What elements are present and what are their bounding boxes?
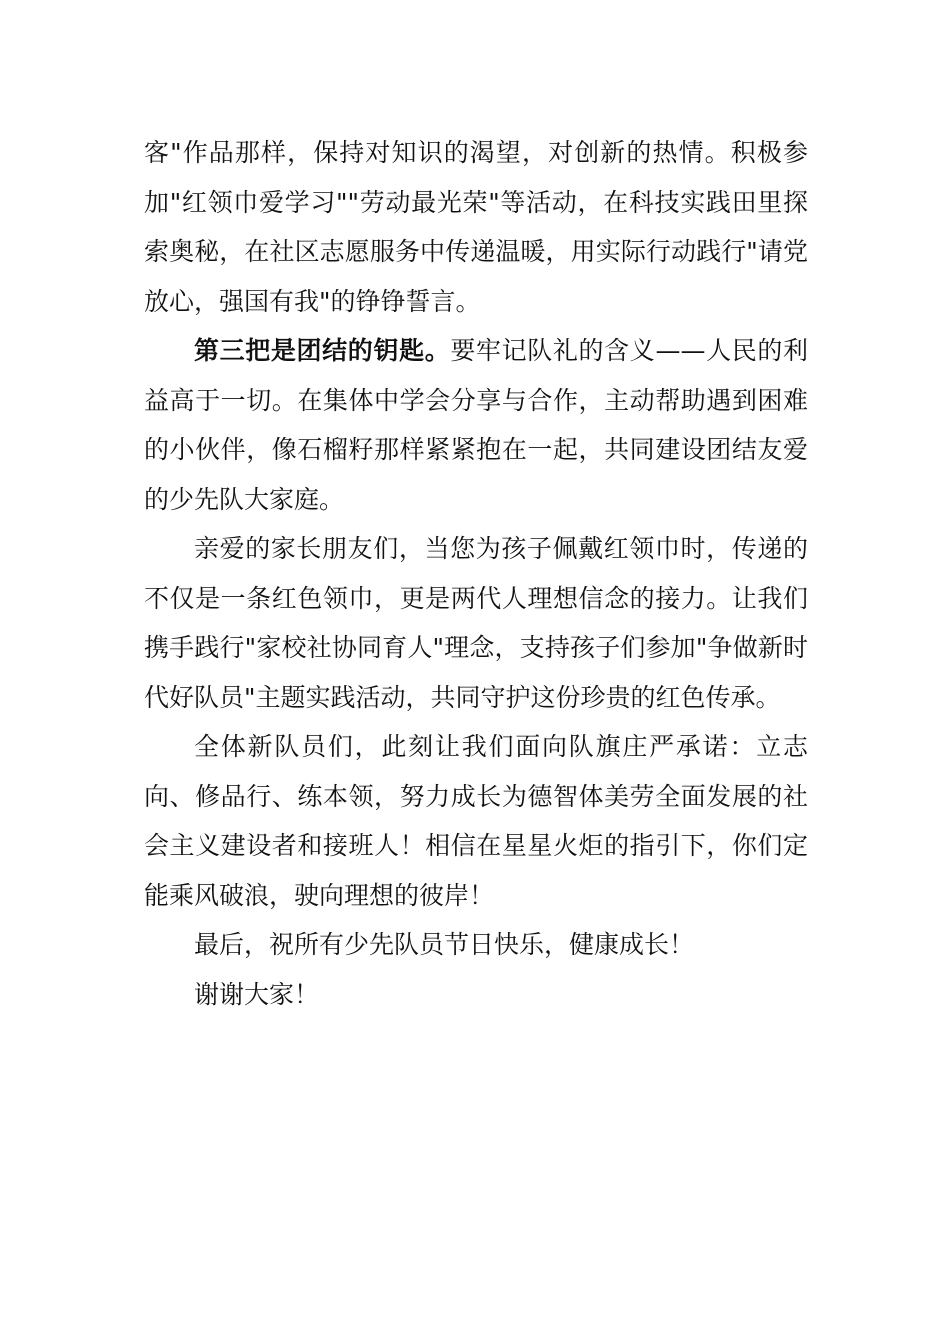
paragraph-text: 谢谢大家！	[194, 979, 320, 1009]
paragraph-parents	[144, 524, 808, 722]
paragraph-text: 要牢记队礼的含义——人民的利益高于一切。在集体中学会分享与合作，主动帮助遇到困难的小伙伴，像石榴籽那样紧紧抱在一起，共同建设团结友爱的少先队大家庭。	[144, 336, 808, 514]
paragraph-new-members	[144, 722, 808, 920]
paragraph-continuation	[144, 128, 808, 326]
paragraph-thanks	[144, 970, 808, 1020]
paragraph-text: 客"作品那样，保持对知识的渴望，对创新的热情。积极参加"红领巾爱学习""劳动最光荣"等活动，在科技实践田里探索奥秘，在社区志愿服务中传递温暖，用实际行动践行"请党放心，强国有我"的铮铮誓言。	[144, 138, 808, 316]
paragraph-text: 亲爱的家长朋友们，当您为孩子佩戴红领巾时，传递的不仅是一条红色领巾，更是两代人理想信念的接力。让我们携手践行"家校社协同育人"理念，支持孩子们参加"争做新时代好队员"主题实践活动，共同守护这份珍贵的红色传承。	[144, 534, 808, 712]
paragraph-text: 全体新队员们，此刻让我们面向队旗庄严承诺：立志向、修品行、练本领，努力成长为德智体美劳全面发展的社会主义建设者和接班人！相信在星星火炬的指引下，你们定能乘风破浪，驶向理想的彼岸！	[144, 732, 808, 910]
paragraph-closing-wish	[144, 920, 808, 970]
paragraph-bold-lead: 第三把是团结的钥匙。	[194, 336, 451, 365]
paragraph-third-key	[144, 326, 808, 524]
document-body	[144, 128, 808, 1019]
paragraph-text: 最后，祝所有少先队员节日快乐，健康成长！	[194, 930, 695, 959]
